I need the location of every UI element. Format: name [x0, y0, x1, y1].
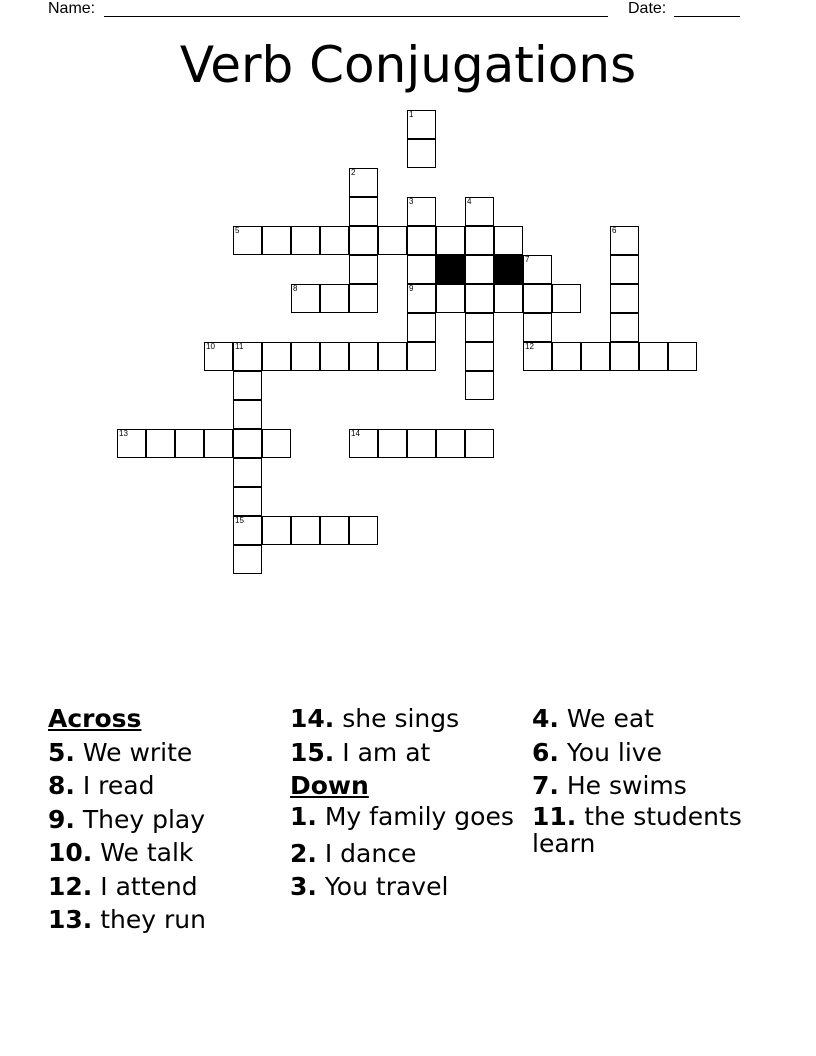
- grid-cell[interactable]: [523, 342, 552, 371]
- grid-cell[interactable]: [320, 284, 349, 313]
- grid-cell[interactable]: [407, 429, 436, 458]
- grid-cell[interactable]: [262, 342, 291, 371]
- grid-cell[interactable]: [668, 342, 697, 371]
- grid-cell[interactable]: [349, 429, 378, 458]
- grid-cell[interactable]: [465, 371, 494, 400]
- grid-cell[interactable]: [407, 110, 436, 139]
- clue-text: You travel: [324, 872, 449, 901]
- grid-cell[interactable]: [349, 342, 378, 371]
- cell-number: 7: [525, 255, 530, 264]
- clue-text: they run: [100, 905, 206, 934]
- clue-text: We eat: [566, 704, 654, 733]
- page-title: Verb Conjugations: [179, 36, 637, 94]
- clue-down-3: [290, 870, 520, 904]
- clue-text: You live: [566, 737, 662, 767]
- cell-number: 15: [235, 516, 244, 525]
- grid-cell[interactable]: [378, 226, 407, 255]
- clue-text: We write: [82, 737, 193, 767]
- grid-cell[interactable]: [465, 429, 494, 458]
- grid-cell[interactable]: [407, 313, 436, 342]
- grid-cell[interactable]: [436, 284, 465, 313]
- clue-number: 3.: [290, 872, 317, 901]
- grid-cell[interactable]: [407, 284, 436, 313]
- grid-cell[interactable]: [262, 226, 291, 255]
- clue-number: 8.: [48, 771, 75, 800]
- grid-cell[interactable]: [320, 342, 349, 371]
- clue-across-14: [290, 702, 520, 736]
- clue-across-5: [48, 736, 278, 770]
- clue-text: the students learn: [532, 801, 742, 858]
- grid-cell[interactable]: [291, 342, 320, 371]
- grid-cell[interactable]: [465, 284, 494, 313]
- grid-cell[interactable]: [349, 284, 378, 313]
- clue-text: My family goes: [324, 801, 514, 831]
- black-cell: [436, 255, 465, 284]
- grid-cell[interactable]: [552, 342, 581, 371]
- grid-cell[interactable]: [610, 313, 639, 342]
- clue-number: 13.: [48, 905, 93, 934]
- grid-cell[interactable]: [407, 342, 436, 371]
- grid-cell[interactable]: [291, 226, 320, 255]
- clue-text: she sings: [342, 704, 460, 733]
- grid-cell[interactable]: [610, 255, 639, 284]
- grid-cell[interactable]: [465, 197, 494, 226]
- grid-cell[interactable]: [291, 516, 320, 545]
- clue-column-2: [290, 702, 520, 904]
- clue-down-1: [290, 803, 520, 837]
- cell-number: 14: [351, 429, 360, 438]
- clue-number: 14.: [290, 704, 335, 733]
- grid-cell[interactable]: [407, 139, 436, 168]
- clue-number: 1.: [290, 801, 317, 831]
- clue-across-10: [48, 836, 278, 870]
- clue-text: I read: [82, 771, 155, 800]
- grid-cell[interactable]: [523, 284, 552, 313]
- grid-cell[interactable]: [494, 284, 523, 313]
- clue-across-13: [48, 903, 278, 937]
- clue-down-11: [532, 803, 772, 864]
- grid-cell[interactable]: [349, 168, 378, 197]
- clue-across-9: [48, 803, 278, 837]
- grid-cell[interactable]: [407, 197, 436, 226]
- cell-number: 10: [206, 342, 215, 351]
- clue-number: 7.: [532, 771, 559, 800]
- date-label: Date:: [628, 0, 667, 17]
- cell-number: 3: [409, 197, 414, 206]
- grid-cell[interactable]: [378, 342, 407, 371]
- grid-cell[interactable]: [349, 255, 378, 284]
- grid-cell[interactable]: [320, 516, 349, 545]
- clue-column-3: [532, 702, 772, 864]
- clue-number: 10.: [48, 838, 93, 867]
- clue-text: We talk: [100, 838, 194, 867]
- cell-number: 1: [409, 110, 414, 119]
- grid-cell[interactable]: [465, 255, 494, 284]
- grid-cell[interactable]: [610, 342, 639, 371]
- clue-text: He swims: [566, 771, 687, 800]
- grid-cell[interactable]: [436, 429, 465, 458]
- grid-cell[interactable]: [291, 284, 320, 313]
- grid-cell[interactable]: [146, 429, 175, 458]
- clue-across-15: [290, 736, 520, 770]
- grid-cell[interactable]: [262, 429, 291, 458]
- grid-cell[interactable]: [175, 429, 204, 458]
- cell-number: 8: [293, 284, 298, 293]
- cell-number: 4: [467, 197, 472, 206]
- grid-cell[interactable]: [378, 429, 407, 458]
- clue-down-4: [532, 702, 772, 736]
- grid-cell[interactable]: [117, 429, 146, 458]
- clue-text: I attend: [100, 871, 198, 901]
- cell-number: 9: [409, 284, 414, 293]
- clue-down-7: [532, 769, 772, 803]
- clue-down-2: [290, 837, 520, 871]
- clue-number: 5.: [48, 737, 75, 767]
- cell-number: 2: [351, 168, 356, 177]
- clue-number: 2.: [290, 838, 317, 868]
- clue-number: 6.: [532, 737, 559, 767]
- clue-across-8: [48, 769, 278, 803]
- grid-cell[interactable]: [204, 429, 233, 458]
- grid-cell[interactable]: [262, 516, 291, 545]
- name-label: Name:: [48, 0, 96, 17]
- grid-cell[interactable]: [407, 255, 436, 284]
- grid-cell[interactable]: [465, 313, 494, 342]
- grid-cell[interactable]: [465, 342, 494, 371]
- clue-text: I dance: [324, 838, 417, 868]
- grid-cell[interactable]: [523, 255, 552, 284]
- clue-across-12: [48, 870, 278, 904]
- grid-cell[interactable]: [610, 284, 639, 313]
- clue-number: 4.: [532, 704, 559, 733]
- clue-text: I am at: [342, 737, 431, 767]
- clue-number: 12.: [48, 871, 93, 901]
- grid-cell[interactable]: [465, 226, 494, 255]
- cell-number: 11: [235, 342, 244, 351]
- grid-cell[interactable]: [233, 516, 262, 545]
- grid-cell[interactable]: [233, 400, 262, 429]
- grid-cell[interactable]: [233, 342, 262, 371]
- grid-cell[interactable]: [233, 429, 262, 458]
- grid-cell[interactable]: [320, 226, 349, 255]
- down-heading: Down: [290, 771, 369, 800]
- grid-cell[interactable]: [407, 226, 436, 255]
- grid-cell[interactable]: [436, 226, 465, 255]
- grid-cell[interactable]: [204, 342, 233, 371]
- grid-cell[interactable]: [494, 226, 523, 255]
- grid-cell[interactable]: [233, 545, 262, 574]
- grid-cell[interactable]: [349, 516, 378, 545]
- grid-cell[interactable]: [581, 342, 610, 371]
- grid-cell[interactable]: [233, 226, 262, 255]
- clue-column-1: [48, 702, 278, 937]
- grid-cell[interactable]: [639, 342, 668, 371]
- clue-number: 15.: [290, 737, 335, 767]
- grid-cell[interactable]: [523, 313, 552, 342]
- grid-cell[interactable]: [610, 226, 639, 255]
- black-cell: [494, 255, 523, 284]
- grid-cell[interactable]: [233, 371, 262, 400]
- grid-cell[interactable]: [349, 226, 378, 255]
- clue-number: 9.: [48, 804, 75, 834]
- cell-number: 12: [525, 342, 534, 351]
- grid-cell[interactable]: [233, 487, 262, 516]
- grid-cell[interactable]: [552, 284, 581, 313]
- clue-number: 11.: [532, 801, 577, 831]
- clue-text: They play: [82, 804, 206, 834]
- across-heading: Across: [48, 704, 142, 733]
- cell-number: 13: [119, 429, 128, 438]
- clue-down-6: [532, 736, 772, 770]
- grid-cell[interactable]: [349, 197, 378, 226]
- cell-number: 6: [612, 226, 617, 235]
- cell-number: 5: [235, 226, 240, 235]
- grid-cell[interactable]: [233, 458, 262, 487]
